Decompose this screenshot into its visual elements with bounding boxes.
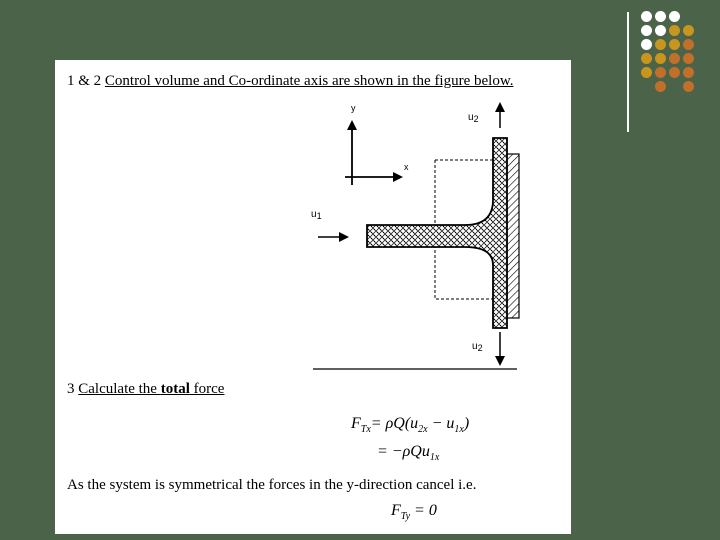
deco-dot bbox=[655, 53, 666, 64]
step-3-number: 3 bbox=[67, 381, 79, 397]
deco-dot bbox=[669, 39, 680, 50]
deco-dot bbox=[669, 25, 680, 36]
decorative-divider bbox=[627, 12, 629, 132]
symmetry-note: As the system is symmetrical the forces in the y-direction cancel i.e. bbox=[67, 477, 477, 493]
deco-dot bbox=[669, 67, 680, 78]
y-axis-arrowhead bbox=[347, 120, 357, 130]
u1-label: u1 bbox=[311, 209, 322, 221]
inflow-arrow bbox=[318, 232, 349, 242]
step-3-bold: total bbox=[160, 381, 190, 397]
equation-fty: $F_{Ty} = 0$ bbox=[391, 502, 437, 523]
y-axis-label: y bbox=[351, 103, 356, 113]
x-axis-arrowhead bbox=[393, 172, 403, 182]
deco-dot bbox=[669, 11, 680, 22]
step-3-text: Calculate the bbox=[78, 381, 161, 397]
x-axis-label: x bbox=[404, 162, 409, 172]
deco-dot bbox=[669, 53, 680, 64]
deco-dot bbox=[683, 53, 694, 64]
deco-dot bbox=[683, 25, 694, 36]
deco-dot bbox=[655, 11, 666, 22]
u2-bottom-label: u2 bbox=[472, 341, 483, 353]
heading-text: Control volume and Co-ordinate axis are shown in the figure below. bbox=[104, 73, 514, 89]
deco-dot bbox=[655, 39, 666, 50]
deco-dot bbox=[683, 81, 694, 92]
outflow-arrow-top bbox=[495, 102, 505, 128]
deco-dot bbox=[655, 67, 666, 78]
deco-dot bbox=[641, 25, 652, 36]
step-3-suffix: force bbox=[189, 381, 225, 397]
slide-page bbox=[55, 60, 571, 534]
deco-dot bbox=[641, 53, 652, 64]
equation-ftx-simplified: = −ρQu$_{1x}$ bbox=[377, 443, 440, 464]
deco-dot bbox=[641, 67, 652, 78]
deco-dot bbox=[683, 67, 694, 78]
step-3-heading bbox=[67, 381, 224, 398]
jet-deflection-figure bbox=[55, 60, 571, 380]
deco-dot bbox=[655, 81, 666, 92]
deco-dot bbox=[655, 25, 666, 36]
heading-prefix: 1 & 2 bbox=[67, 73, 105, 89]
deco-dot bbox=[683, 39, 694, 50]
u2-top-label: u2 bbox=[468, 112, 479, 124]
coordinate-axes bbox=[345, 103, 409, 185]
outflow-arrow-bottom bbox=[495, 332, 505, 366]
deco-dot bbox=[641, 39, 652, 50]
equation-ftx: $F_{Tx}= \rho Q(u_{2x} - u_{1x})$ bbox=[351, 415, 470, 436]
deco-dot bbox=[641, 11, 652, 22]
deflecting-plate bbox=[507, 154, 519, 318]
